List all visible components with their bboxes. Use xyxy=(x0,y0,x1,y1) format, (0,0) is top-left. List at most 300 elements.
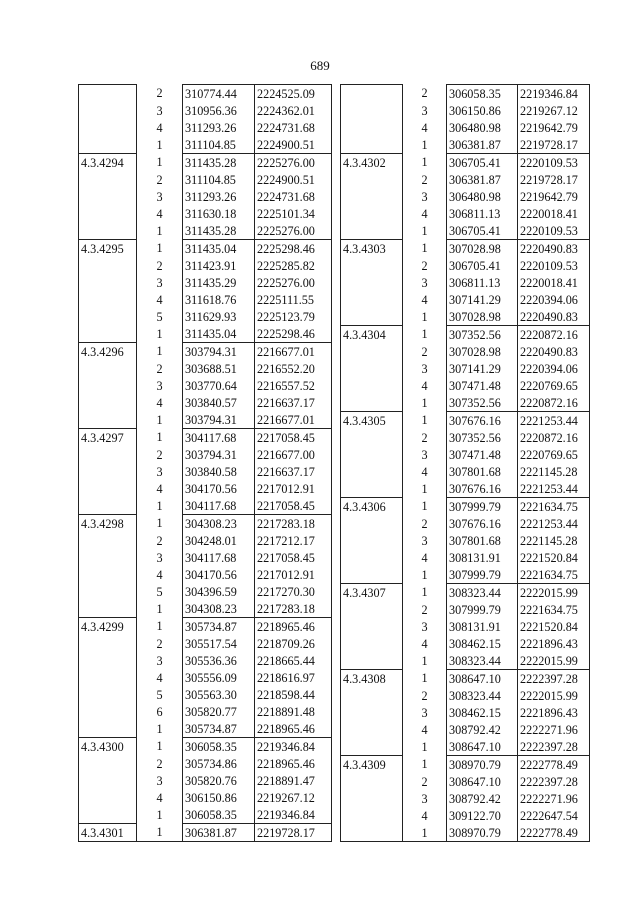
y-coordinate-cell: 2221634.75 xyxy=(518,498,590,516)
y-coordinate-cell: 2220109.53 xyxy=(518,154,590,172)
x-coordinate-cell: 306150.86 xyxy=(447,102,518,119)
y-coordinate-cell: 2220490.83 xyxy=(518,308,590,326)
y-coordinate-cell: 2221896.43 xyxy=(518,635,590,652)
parcel-id-cell xyxy=(341,824,403,842)
y-coordinate-cell: 2222271.96 xyxy=(518,790,590,807)
parcel-id-cell xyxy=(341,394,403,412)
point-number-cell: 1 xyxy=(156,807,163,822)
table-row xyxy=(79,240,332,258)
parcel-id-cell: 4.3.4298 xyxy=(79,515,137,533)
x-coordinate-cell: 306705.41 xyxy=(447,154,518,172)
point-number-cell: 1 xyxy=(421,137,428,152)
table-row xyxy=(79,377,332,394)
parcel-id-cell xyxy=(79,257,137,274)
point-number-cell: 3 xyxy=(421,791,428,806)
x-coordinate-cell: 308323.44 xyxy=(447,584,518,602)
parcel-id-cell xyxy=(79,549,137,566)
point-number-cell: 1 xyxy=(421,585,428,600)
point-number-cell: 3 xyxy=(421,189,428,204)
x-coordinate-cell: 308323.44 xyxy=(447,652,518,670)
y-coordinate-cell: 2224731.68 xyxy=(255,188,332,205)
point-number-cell: 3 xyxy=(156,773,163,788)
y-coordinate-cell: 2218616.97 xyxy=(255,669,332,686)
table-row xyxy=(79,308,332,325)
parcel-id-cell xyxy=(79,360,137,377)
table-row xyxy=(341,566,590,584)
table-row xyxy=(79,738,332,756)
y-coordinate-cell: 2222647.54 xyxy=(518,807,590,824)
table-row xyxy=(79,600,332,618)
y-coordinate-cell: 2217058.45 xyxy=(255,429,332,447)
table-row xyxy=(79,532,332,549)
y-coordinate-cell: 2221145.28 xyxy=(518,532,590,549)
x-coordinate-cell: 308792.42 xyxy=(447,721,518,738)
table-row xyxy=(341,704,590,721)
table-row xyxy=(79,549,332,566)
point-number-cell: 1 xyxy=(156,516,163,531)
y-coordinate-cell: 2219346.84 xyxy=(255,806,332,824)
point-number-cell: 2 xyxy=(421,688,428,703)
point-number-cell: 1 xyxy=(421,309,428,324)
y-coordinate-cell: 2221253.44 xyxy=(518,412,590,430)
y-coordinate-cell: 2219642.79 xyxy=(518,188,590,205)
point-number-cell: 1 xyxy=(137,824,183,842)
table-row xyxy=(341,756,590,774)
table-row xyxy=(341,308,590,326)
x-coordinate-cell: 308131.91 xyxy=(447,549,518,566)
table-row xyxy=(341,824,590,842)
x-coordinate-cell: 304117.68 xyxy=(183,429,255,447)
table-row xyxy=(79,188,332,205)
table-row xyxy=(341,498,590,516)
point-number-cell: 3 xyxy=(156,550,163,565)
x-coordinate-cell: 307028.98 xyxy=(447,240,518,258)
parcel-id-cell xyxy=(79,85,137,103)
x-coordinate-cell: 307471.48 xyxy=(447,377,518,394)
parcel-id-cell xyxy=(341,377,403,394)
table-row xyxy=(341,532,590,549)
x-coordinate-cell: 311104.85 xyxy=(183,171,255,188)
table-row xyxy=(79,102,332,119)
point-number-cell: 3 xyxy=(421,447,428,462)
x-coordinate-cell: 306381.87 xyxy=(447,171,518,188)
parcel-id-cell: 4.3.4295 xyxy=(79,240,137,258)
y-coordinate-cell: 2216637.17 xyxy=(255,463,332,480)
point-number-cell: 2 xyxy=(156,361,163,376)
table-row xyxy=(79,566,332,583)
x-coordinate-cell: 311435.04 xyxy=(183,240,255,258)
table-row xyxy=(79,806,332,824)
x-coordinate-cell: 306150.86 xyxy=(183,789,255,806)
x-coordinate-cell: 311293.26 xyxy=(183,119,255,136)
point-number-cell: 4 xyxy=(156,395,163,410)
y-coordinate-cell: 2219642.79 xyxy=(518,119,590,136)
point-number-cell: 1 xyxy=(421,327,428,342)
parcel-id-cell xyxy=(341,291,403,308)
y-coordinate-cell: 2217283.18 xyxy=(255,515,332,533)
parcel-id-cell xyxy=(341,738,403,756)
table-row xyxy=(79,720,332,738)
parcel-id-cell xyxy=(341,566,403,584)
parcel-id-cell xyxy=(341,704,403,721)
x-coordinate-cell: 306058.35 xyxy=(183,806,255,824)
table-row xyxy=(79,343,332,361)
x-coordinate-cell: 307141.29 xyxy=(447,291,518,308)
y-coordinate-cell: 2218598.44 xyxy=(255,686,332,703)
point-number-cell: 1 xyxy=(156,412,163,427)
x-coordinate-cell: 303688.51 xyxy=(183,360,255,377)
table-row xyxy=(341,721,590,738)
x-coordinate-cell: 306381.87 xyxy=(183,824,255,842)
x-coordinate-cell: 307676.16 xyxy=(447,480,518,498)
table-row xyxy=(79,171,332,188)
table-row xyxy=(79,686,332,703)
parcel-id-cell xyxy=(79,755,137,772)
parcel-id-cell xyxy=(341,790,403,807)
table-row xyxy=(79,274,332,291)
x-coordinate-cell: 311293.26 xyxy=(183,188,255,205)
parcel-id-cell: 4.3.4303 xyxy=(341,240,403,258)
y-coordinate-cell: 2222397.28 xyxy=(518,738,590,756)
x-coordinate-cell: 306705.41 xyxy=(447,257,518,274)
x-coordinate-cell: 303770.64 xyxy=(183,377,255,394)
point-number-cell: 4 xyxy=(421,378,428,393)
table-row xyxy=(341,360,590,377)
y-coordinate-cell: 2217283.18 xyxy=(255,600,332,618)
parcel-id-cell xyxy=(79,274,137,291)
parcel-id-cell xyxy=(79,652,137,669)
x-coordinate-cell: 304308.23 xyxy=(183,600,255,618)
point-number-cell: 1 xyxy=(156,344,163,359)
x-coordinate-cell: 306058.35 xyxy=(447,85,518,103)
x-coordinate-cell: 307999.79 xyxy=(447,601,518,618)
y-coordinate-cell: 2222397.28 xyxy=(518,670,590,688)
x-coordinate-cell: 304170.56 xyxy=(183,566,255,583)
y-coordinate-cell: 2220769.65 xyxy=(518,446,590,463)
parcel-id-cell: 4.3.4307 xyxy=(341,584,403,602)
y-coordinate-cell: 2222397.28 xyxy=(518,773,590,790)
table-row xyxy=(341,412,590,430)
table-row xyxy=(79,446,332,463)
point-number-cell: 4 xyxy=(156,292,163,307)
x-coordinate-cell: 307352.56 xyxy=(447,394,518,412)
parcel-id-cell xyxy=(341,257,403,274)
x-coordinate-cell: 303794.31 xyxy=(183,446,255,463)
y-coordinate-cell: 2225298.46 xyxy=(255,240,332,258)
table-row xyxy=(79,669,332,686)
y-coordinate-cell: 2216677.01 xyxy=(255,411,332,429)
y-coordinate-cell: 2218891.47 xyxy=(255,772,332,789)
x-coordinate-cell: 307801.68 xyxy=(447,463,518,480)
parcel-id-cell xyxy=(341,188,403,205)
x-coordinate-cell: 305820.77 xyxy=(183,703,255,720)
point-number-cell: 1 xyxy=(156,601,163,616)
y-coordinate-cell: 2222015.99 xyxy=(518,687,590,704)
point-number-cell: 1 xyxy=(156,326,163,341)
y-coordinate-cell: 2217058.45 xyxy=(255,497,332,515)
table-row xyxy=(79,222,332,240)
table-row xyxy=(79,755,332,772)
parcel-id-cell: 4.3.4301 xyxy=(79,824,137,842)
y-coordinate-cell: 2224362.01 xyxy=(255,102,332,119)
table-row xyxy=(79,85,332,103)
table-row xyxy=(79,618,332,636)
point-number-cell: 3 xyxy=(156,378,163,393)
table-row xyxy=(79,257,332,274)
parcel-id-cell xyxy=(79,583,137,600)
table-row xyxy=(79,772,332,789)
table-row xyxy=(341,119,590,136)
parcel-id-cell xyxy=(79,720,137,738)
y-coordinate-cell: 2220394.06 xyxy=(518,291,590,308)
table-row xyxy=(341,773,590,790)
point-number-cell: 1 xyxy=(421,499,428,514)
x-coordinate-cell: 311435.28 xyxy=(183,154,255,172)
x-coordinate-cell: 306480.98 xyxy=(447,188,518,205)
point-number-cell: 4 xyxy=(156,120,163,135)
parcel-id-cell xyxy=(79,600,137,618)
x-coordinate-cell: 304117.68 xyxy=(183,549,255,566)
y-coordinate-cell: 2225101.34 xyxy=(255,205,332,222)
x-coordinate-cell: 305563.30 xyxy=(183,686,255,703)
coordinates-table-right xyxy=(340,84,590,842)
table-row xyxy=(341,429,590,446)
point-number-cell: 3 xyxy=(421,361,428,376)
point-number-cell: 4 xyxy=(421,206,428,221)
x-coordinate-cell: 303840.57 xyxy=(183,394,255,411)
y-coordinate-cell: 2218965.46 xyxy=(255,618,332,636)
table-row xyxy=(79,463,332,480)
point-number-cell: 1 xyxy=(156,223,163,238)
point-number-cell: 2 xyxy=(421,172,428,187)
parcel-id-cell: 4.3.4309 xyxy=(341,756,403,774)
parcel-id-cell: 4.3.4297 xyxy=(79,429,137,447)
parcel-id-cell xyxy=(79,463,137,480)
x-coordinate-cell: 308647.10 xyxy=(447,773,518,790)
point-number-cell: 3 xyxy=(156,189,163,204)
point-number-cell: 1 xyxy=(156,498,163,513)
parcel-id-cell: 4.3.4302 xyxy=(341,154,403,172)
x-coordinate-cell: 309122.70 xyxy=(447,807,518,824)
y-coordinate-cell: 2218965.46 xyxy=(255,720,332,738)
parcel-id-cell xyxy=(341,446,403,463)
x-coordinate-cell: 305820.76 xyxy=(183,772,255,789)
y-coordinate-cell: 2219728.17 xyxy=(518,136,590,154)
parcel-id-cell xyxy=(79,411,137,429)
point-number-cell: 4 xyxy=(156,481,163,496)
point-number-cell: 2 xyxy=(156,172,163,187)
table-row xyxy=(341,171,590,188)
parcel-id-cell xyxy=(341,119,403,136)
y-coordinate-cell: 2220872.16 xyxy=(518,394,590,412)
y-coordinate-cell: 2220872.16 xyxy=(518,429,590,446)
table-row xyxy=(341,377,590,394)
parcel-id-cell xyxy=(79,136,137,154)
parcel-id-cell xyxy=(79,635,137,652)
parcel-id-cell xyxy=(341,85,403,103)
point-number-cell: 3 xyxy=(421,275,428,290)
x-coordinate-cell: 307141.29 xyxy=(447,360,518,377)
table-row xyxy=(341,85,590,103)
parcel-id-cell xyxy=(341,618,403,635)
point-number-cell: 1 xyxy=(421,671,428,686)
x-coordinate-cell: 305536.36 xyxy=(183,652,255,669)
table-row xyxy=(79,411,332,429)
y-coordinate-cell: 2216677.01 xyxy=(255,343,332,361)
parcel-id-cell xyxy=(341,773,403,790)
table-row xyxy=(79,291,332,308)
x-coordinate-cell: 305734.87 xyxy=(183,720,255,738)
y-coordinate-cell: 2220872.16 xyxy=(518,326,590,344)
y-coordinate-cell: 2217012.91 xyxy=(255,566,332,583)
point-number-cell: 2 xyxy=(156,533,163,548)
x-coordinate-cell: 311435.29 xyxy=(183,274,255,291)
x-coordinate-cell: 303794.31 xyxy=(183,343,255,361)
y-coordinate-cell: 2221145.28 xyxy=(518,463,590,480)
table-row xyxy=(79,325,332,343)
parcel-id-cell xyxy=(79,222,137,240)
parcel-id-cell xyxy=(79,308,137,325)
parcel-id-cell xyxy=(341,205,403,222)
point-number-cell: 2 xyxy=(156,86,163,101)
parcel-id-cell: 4.3.4299 xyxy=(79,618,137,636)
y-coordinate-cell: 2225123.79 xyxy=(255,308,332,325)
parcel-id-cell xyxy=(341,480,403,498)
parcel-id-cell xyxy=(341,721,403,738)
x-coordinate-cell: 303840.58 xyxy=(183,463,255,480)
point-number-cell: 4 xyxy=(156,790,163,805)
parcel-id-cell xyxy=(341,601,403,618)
point-number-cell: 3 xyxy=(421,705,428,720)
y-coordinate-cell: 2220490.83 xyxy=(518,240,590,258)
parcel-id-cell xyxy=(79,205,137,222)
table-row xyxy=(79,119,332,136)
y-coordinate-cell: 2225298.46 xyxy=(255,325,332,343)
y-coordinate-cell: 2221253.44 xyxy=(518,515,590,532)
y-coordinate-cell: 2217058.45 xyxy=(255,549,332,566)
y-coordinate-cell: 2222778.49 xyxy=(518,824,590,842)
x-coordinate-cell: 305517.54 xyxy=(183,635,255,652)
x-coordinate-cell: 311435.04 xyxy=(183,325,255,343)
parcel-id-cell xyxy=(79,703,137,720)
point-number-cell: 1 xyxy=(156,241,163,256)
y-coordinate-cell: 2225276.00 xyxy=(255,274,332,291)
parcel-id-cell xyxy=(79,566,137,583)
parcel-id-cell xyxy=(79,686,137,703)
table-row xyxy=(341,446,590,463)
point-number-cell: 1 xyxy=(156,739,163,754)
y-coordinate-cell: 2219728.17 xyxy=(518,171,590,188)
point-number-cell: 2 xyxy=(156,258,163,273)
point-number-cell: 1 xyxy=(156,619,163,634)
x-coordinate-cell: 311629.93 xyxy=(183,308,255,325)
parcel-id-cell xyxy=(79,119,137,136)
table-row xyxy=(79,703,332,720)
point-number-cell: 1 xyxy=(421,481,428,496)
y-coordinate-cell: 2220394.06 xyxy=(518,360,590,377)
x-coordinate-cell: 308131.91 xyxy=(447,618,518,635)
point-number-cell: 4 xyxy=(421,464,428,479)
table-row xyxy=(341,463,590,480)
x-coordinate-cell: 307352.56 xyxy=(447,429,518,446)
parcel-id-cell xyxy=(341,308,403,326)
table-row xyxy=(341,343,590,360)
x-coordinate-cell: 308647.10 xyxy=(447,738,518,756)
x-coordinate-cell: 305556.09 xyxy=(183,669,255,686)
y-coordinate-cell: 2222015.99 xyxy=(518,584,590,602)
y-coordinate-cell: 2219267.12 xyxy=(255,789,332,806)
parcel-id-cell xyxy=(79,806,137,824)
x-coordinate-cell: 306811.13 xyxy=(447,205,518,222)
x-coordinate-cell: 304170.56 xyxy=(183,480,255,497)
point-number-cell: 1 xyxy=(421,395,428,410)
point-number-cell: 3 xyxy=(156,464,163,479)
y-coordinate-cell: 2218665.44 xyxy=(255,652,332,669)
point-number-cell: 5 xyxy=(156,584,163,599)
table-row xyxy=(341,240,590,258)
parcel-id-cell: 4.3.4300 xyxy=(79,738,137,756)
y-coordinate-cell: 2220109.53 xyxy=(518,222,590,240)
point-number-cell: 4 xyxy=(421,550,428,565)
y-coordinate-cell: 2217212.17 xyxy=(255,532,332,549)
table-row xyxy=(341,274,590,291)
parcel-id-cell xyxy=(79,497,137,515)
y-coordinate-cell: 2216677.00 xyxy=(255,446,332,463)
parcel-id-cell xyxy=(79,325,137,343)
parcel-id-cell xyxy=(341,343,403,360)
table-row xyxy=(341,154,590,172)
parcel-id-cell xyxy=(341,429,403,446)
table-row xyxy=(79,497,332,515)
table-row xyxy=(341,136,590,154)
point-number-cell: 4 xyxy=(421,722,428,737)
y-coordinate-cell: 2224900.51 xyxy=(255,171,332,188)
table-row xyxy=(341,618,590,635)
parcel-id-cell xyxy=(79,446,137,463)
x-coordinate-cell: 310956.36 xyxy=(183,102,255,119)
point-number-cell: 4 xyxy=(421,292,428,307)
point-number-cell: 2 xyxy=(156,756,163,771)
point-number-cell: 1 xyxy=(156,721,163,736)
table-row xyxy=(341,584,590,602)
point-number-cell: 5 xyxy=(156,309,163,324)
x-coordinate-cell: 303794.31 xyxy=(183,411,255,429)
point-number-cell: 3 xyxy=(421,103,428,118)
point-number-cell: 2 xyxy=(421,774,428,789)
point-number-cell: 1 xyxy=(403,824,447,842)
parcel-id-cell: 4.3.4304 xyxy=(341,326,403,344)
y-coordinate-cell: 2222015.99 xyxy=(518,652,590,670)
y-coordinate-cell: 2224525.09 xyxy=(255,85,332,103)
table-row xyxy=(79,652,332,669)
x-coordinate-cell: 307352.56 xyxy=(447,326,518,344)
parcel-id-cell xyxy=(341,549,403,566)
y-coordinate-cell: 2221253.44 xyxy=(518,480,590,498)
point-number-cell: 4 xyxy=(156,670,163,685)
x-coordinate-cell: 311618.76 xyxy=(183,291,255,308)
table-row xyxy=(341,807,590,824)
table-row xyxy=(341,291,590,308)
parcel-id-cell xyxy=(79,480,137,497)
parcel-id-cell xyxy=(79,291,137,308)
parcel-id-cell xyxy=(341,515,403,532)
y-coordinate-cell: 2218709.26 xyxy=(255,635,332,652)
parcel-id-cell xyxy=(79,188,137,205)
parcel-id-cell: 4.3.4296 xyxy=(79,343,137,361)
x-coordinate-cell: 306058.35 xyxy=(183,738,255,756)
table-row xyxy=(341,687,590,704)
y-coordinate-cell: 2220769.65 xyxy=(518,377,590,394)
